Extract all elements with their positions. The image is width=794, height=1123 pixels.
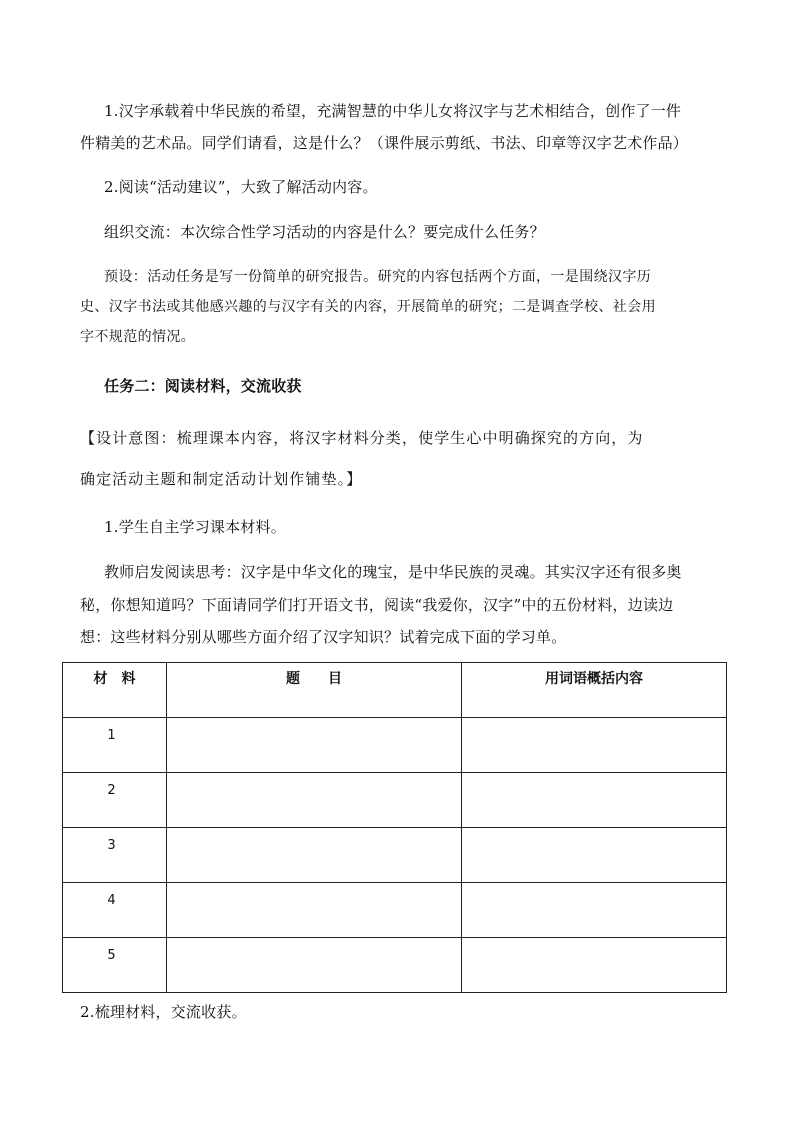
title-cell[interactable]	[167, 938, 462, 993]
table-header-row	[63, 663, 727, 718]
summary-cell[interactable]	[462, 938, 727, 993]
header-title: 题 目	[167, 663, 462, 718]
summary-cell[interactable]	[462, 828, 727, 883]
summary-cell[interactable]	[462, 718, 727, 773]
preset-line-3: 字不规范的情况。	[80, 329, 196, 345]
header-summary: 用词语概括内容	[462, 663, 727, 718]
study-worksheet-table	[62, 662, 727, 993]
teacher-prompt-line-2: 秘，你想知道吗？下面请同学们打开语文书，阅读“我爱你，汉字”中的五份材料，边读边	[80, 596, 674, 614]
teacher-prompt-line-1: 教师启发阅读思考：汉字是中华文化的瑰宝，是中华民族的灵魂。其实汉字还有很多奥	[104, 563, 682, 581]
paragraph-organize-discussion: 组织交流：本次综合性学习活动的内容是什么？要完成什么任务？	[104, 223, 545, 241]
material-number: 4	[63, 883, 167, 938]
preset-line-2: 史、汉字书法或其他感兴趣的与汉字有关的内容，开展简单的研究；二是调查学校、社会用	[80, 299, 656, 315]
design-intent-line-2: 确定活动主题和制定活动计划作铺垫。】	[80, 470, 363, 488]
table-row	[63, 773, 727, 828]
task2-heading: 任务二：阅读材料，交流收获	[104, 377, 302, 395]
summary-cell[interactable]	[462, 773, 727, 828]
step1-self-study: 1.学生自主学习课本材料。	[104, 518, 286, 536]
paragraph-read-suggestions: 2.阅读“活动建议”，大致了解活动内容。	[104, 178, 378, 196]
header-material: 材 料	[63, 663, 167, 718]
table-row	[63, 718, 727, 773]
step2-sort-materials: 2.梳理材料，交流收获。	[80, 1003, 247, 1021]
preset-line-1: 预设：活动任务是写一份简单的研究报告。研究的内容包括两个方面，一是围绕汉字历	[104, 269, 652, 285]
table-row	[63, 938, 727, 993]
paragraph-intro-line-1: 1.汉字承载着中华民族的希望，充满智慧的中华儿女将汉字与艺术相结合，创作了一件	[104, 102, 682, 120]
teacher-prompt-line-3: 想：这些材料分别从哪些方面介绍了汉字知识？试着完成下面的学习单。	[80, 628, 567, 646]
title-cell[interactable]	[167, 718, 462, 773]
summary-cell[interactable]	[462, 883, 727, 938]
material-number: 1	[63, 718, 167, 773]
table-row	[63, 883, 727, 938]
material-number: 2	[63, 773, 167, 828]
table-row	[63, 828, 727, 883]
design-intent-line-1: 【设计意图：梳理课本内容，将汉字材料分类，使学生心中明确探究的方向，为	[80, 429, 644, 447]
material-number: 3	[63, 828, 167, 883]
paragraph-intro-line-2: 件精美的艺术品。同学们请看，这是什么？（课件展示剪纸、书法、印章等汉字艺术作品）	[80, 134, 689, 152]
material-number: 5	[63, 938, 167, 993]
title-cell[interactable]	[167, 828, 462, 883]
title-cell[interactable]	[167, 773, 462, 828]
title-cell[interactable]	[167, 883, 462, 938]
